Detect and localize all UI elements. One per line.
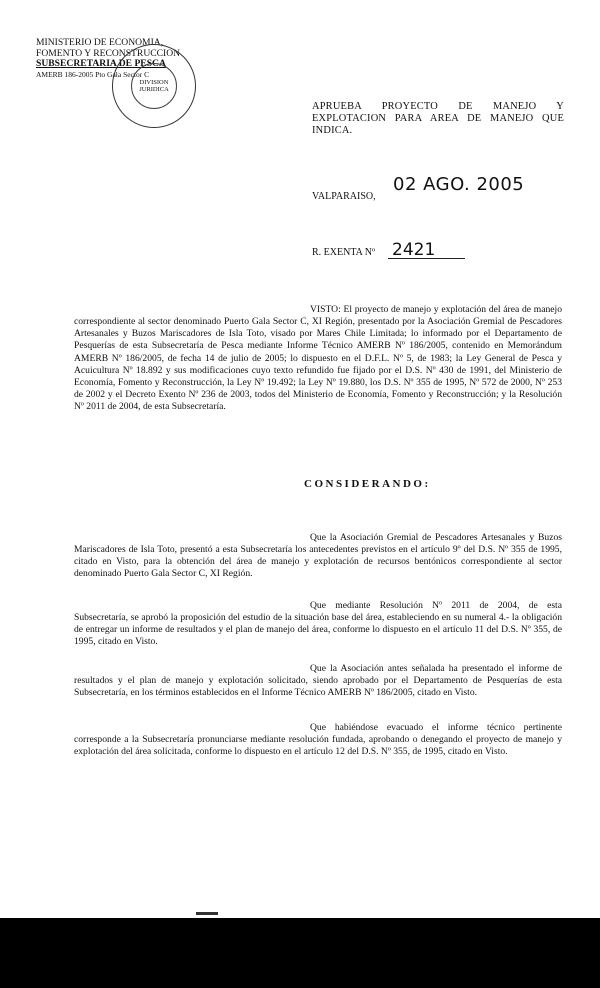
considerando-text-3: Que la Asociación antes señalada ha presentado el informe de resultados y el plan de manejo y explotación solicitado, siendo aprobado por el Departamento de Pesquerías de esta Subsecretaría, en los términos establecidos en el Informe Técnico AMERB Nº 186/2005, citado en Visto. <box>74 663 562 699</box>
ministry-line: MINISTERIO DE ECONOMIA, <box>36 37 164 48</box>
resolution-label: R. EXENTA Nº <box>312 247 376 258</box>
considerando-paragraph-4 <box>74 722 562 758</box>
visto-paragraph <box>74 304 562 413</box>
visto-label: VISTO: <box>310 304 341 315</box>
considerando-heading: CONSIDERANDO: <box>304 478 431 490</box>
stamp-line-2: JURIDICA <box>139 86 169 93</box>
stamp-line-1: DIVISION <box>139 79 169 86</box>
considerando-paragraph-3 <box>74 663 562 699</box>
official-stamp <box>112 44 196 128</box>
visto-text: El proyecto de manejo y explotación del área de manejo correspondiente al sector denominado Puerto Gala Sector C, XI Región, presentado por la Asociación Gremial de Pescadores Artesanales y Buzos Mariscadores de Isla Toto, visado por Mares Chile Limitada; lo informado por el Departamento de Pesquerías de esta Subsecretaría de Pesca mediante Informe Técnico AMERB Nº 186/2005, contenido en Memorándum AMERB Nº 186/2005, de fecha 14 de julio de 2005; lo dispuesto en el D.F.L. Nº 5, de 1983; la Ley General de Pesca y Acuicultura Nº 18.892 y sus modificaciones cuyo texto refundido fue fijado por el D.S. Nº 430 de 1991, del Ministerio de Economía, Fomento y Reconstrucción, la Ley Nº 19.492; la Ley Nº 19.880, los D.S. Nº 355 de 1995, Nº 572 de 2000, Nº 253 de 2002 y el Decreto Exento Nº 236 de 2003, todos del Ministerio de Economía, Fomento y Reconstrucción; y la Resolución Nº 2011 de 2004, de esta Subsecretaría. <box>74 304 562 413</box>
subsecretaria-line: SUBSECRETARIA DE PESCA <box>36 58 166 69</box>
considerando-paragraph-2 <box>74 600 562 649</box>
considerando-paragraph-1 <box>74 532 562 581</box>
ministry-line-2: FOMENTO Y RECONSTRUCCION <box>36 47 181 59</box>
place: VALPARAISO, <box>312 191 376 202</box>
scan-mark <box>196 912 218 915</box>
considerando-text-2: Que mediante Resolución Nº 2011 de 2004, de esta Subsecretaría, se aprobó la proposición del estudio de la situación base del área, estableciendo en su numeral 4.- la obligación de entregar un informe de resultados y el plan de manejo del área, conforme lo dispuesto en el artículo 11 del D.S. Nº 355, de 1995, citado en Visto. <box>74 600 562 648</box>
considerando-text-4: Que habiéndose evacuado el informe técnico pertinente corresponde a la Subsecretaría pronunciarse mediante resolución fundada, aprobando o denegando el proyecto de manejo y explotación del área solicitada, conforme lo dispuesto en el artículo 12 del D.S. Nº 355, de 1995, citado en Visto. <box>74 722 562 758</box>
resolution-number: 2421 <box>392 240 436 260</box>
reference-line: AMERB 186-2005 Pto Gala Sector C <box>36 69 150 79</box>
considerando-text-1: Que la Asociación Gremial de Pescadores Artesanales y Buzos Mariscadores de Isla Toto, presentó a esta Subsecretaría los antecedentes previstos en el artículo 9º del D.S. Nº 355 de 1995, citado en Visto, para la obtención del área de manejo y explotación de recursos bentónicos correspondiente al sector denominado Puerto Gala Sector C, XI Región. <box>74 532 562 580</box>
document-title: APRUEBA PROYECTO DE MANEJO Y EXPLOTACION PARA AREA DE MANEJO QUE INDICA. <box>312 101 564 137</box>
date-stamp: 02 AGO. 2005 <box>393 174 525 195</box>
